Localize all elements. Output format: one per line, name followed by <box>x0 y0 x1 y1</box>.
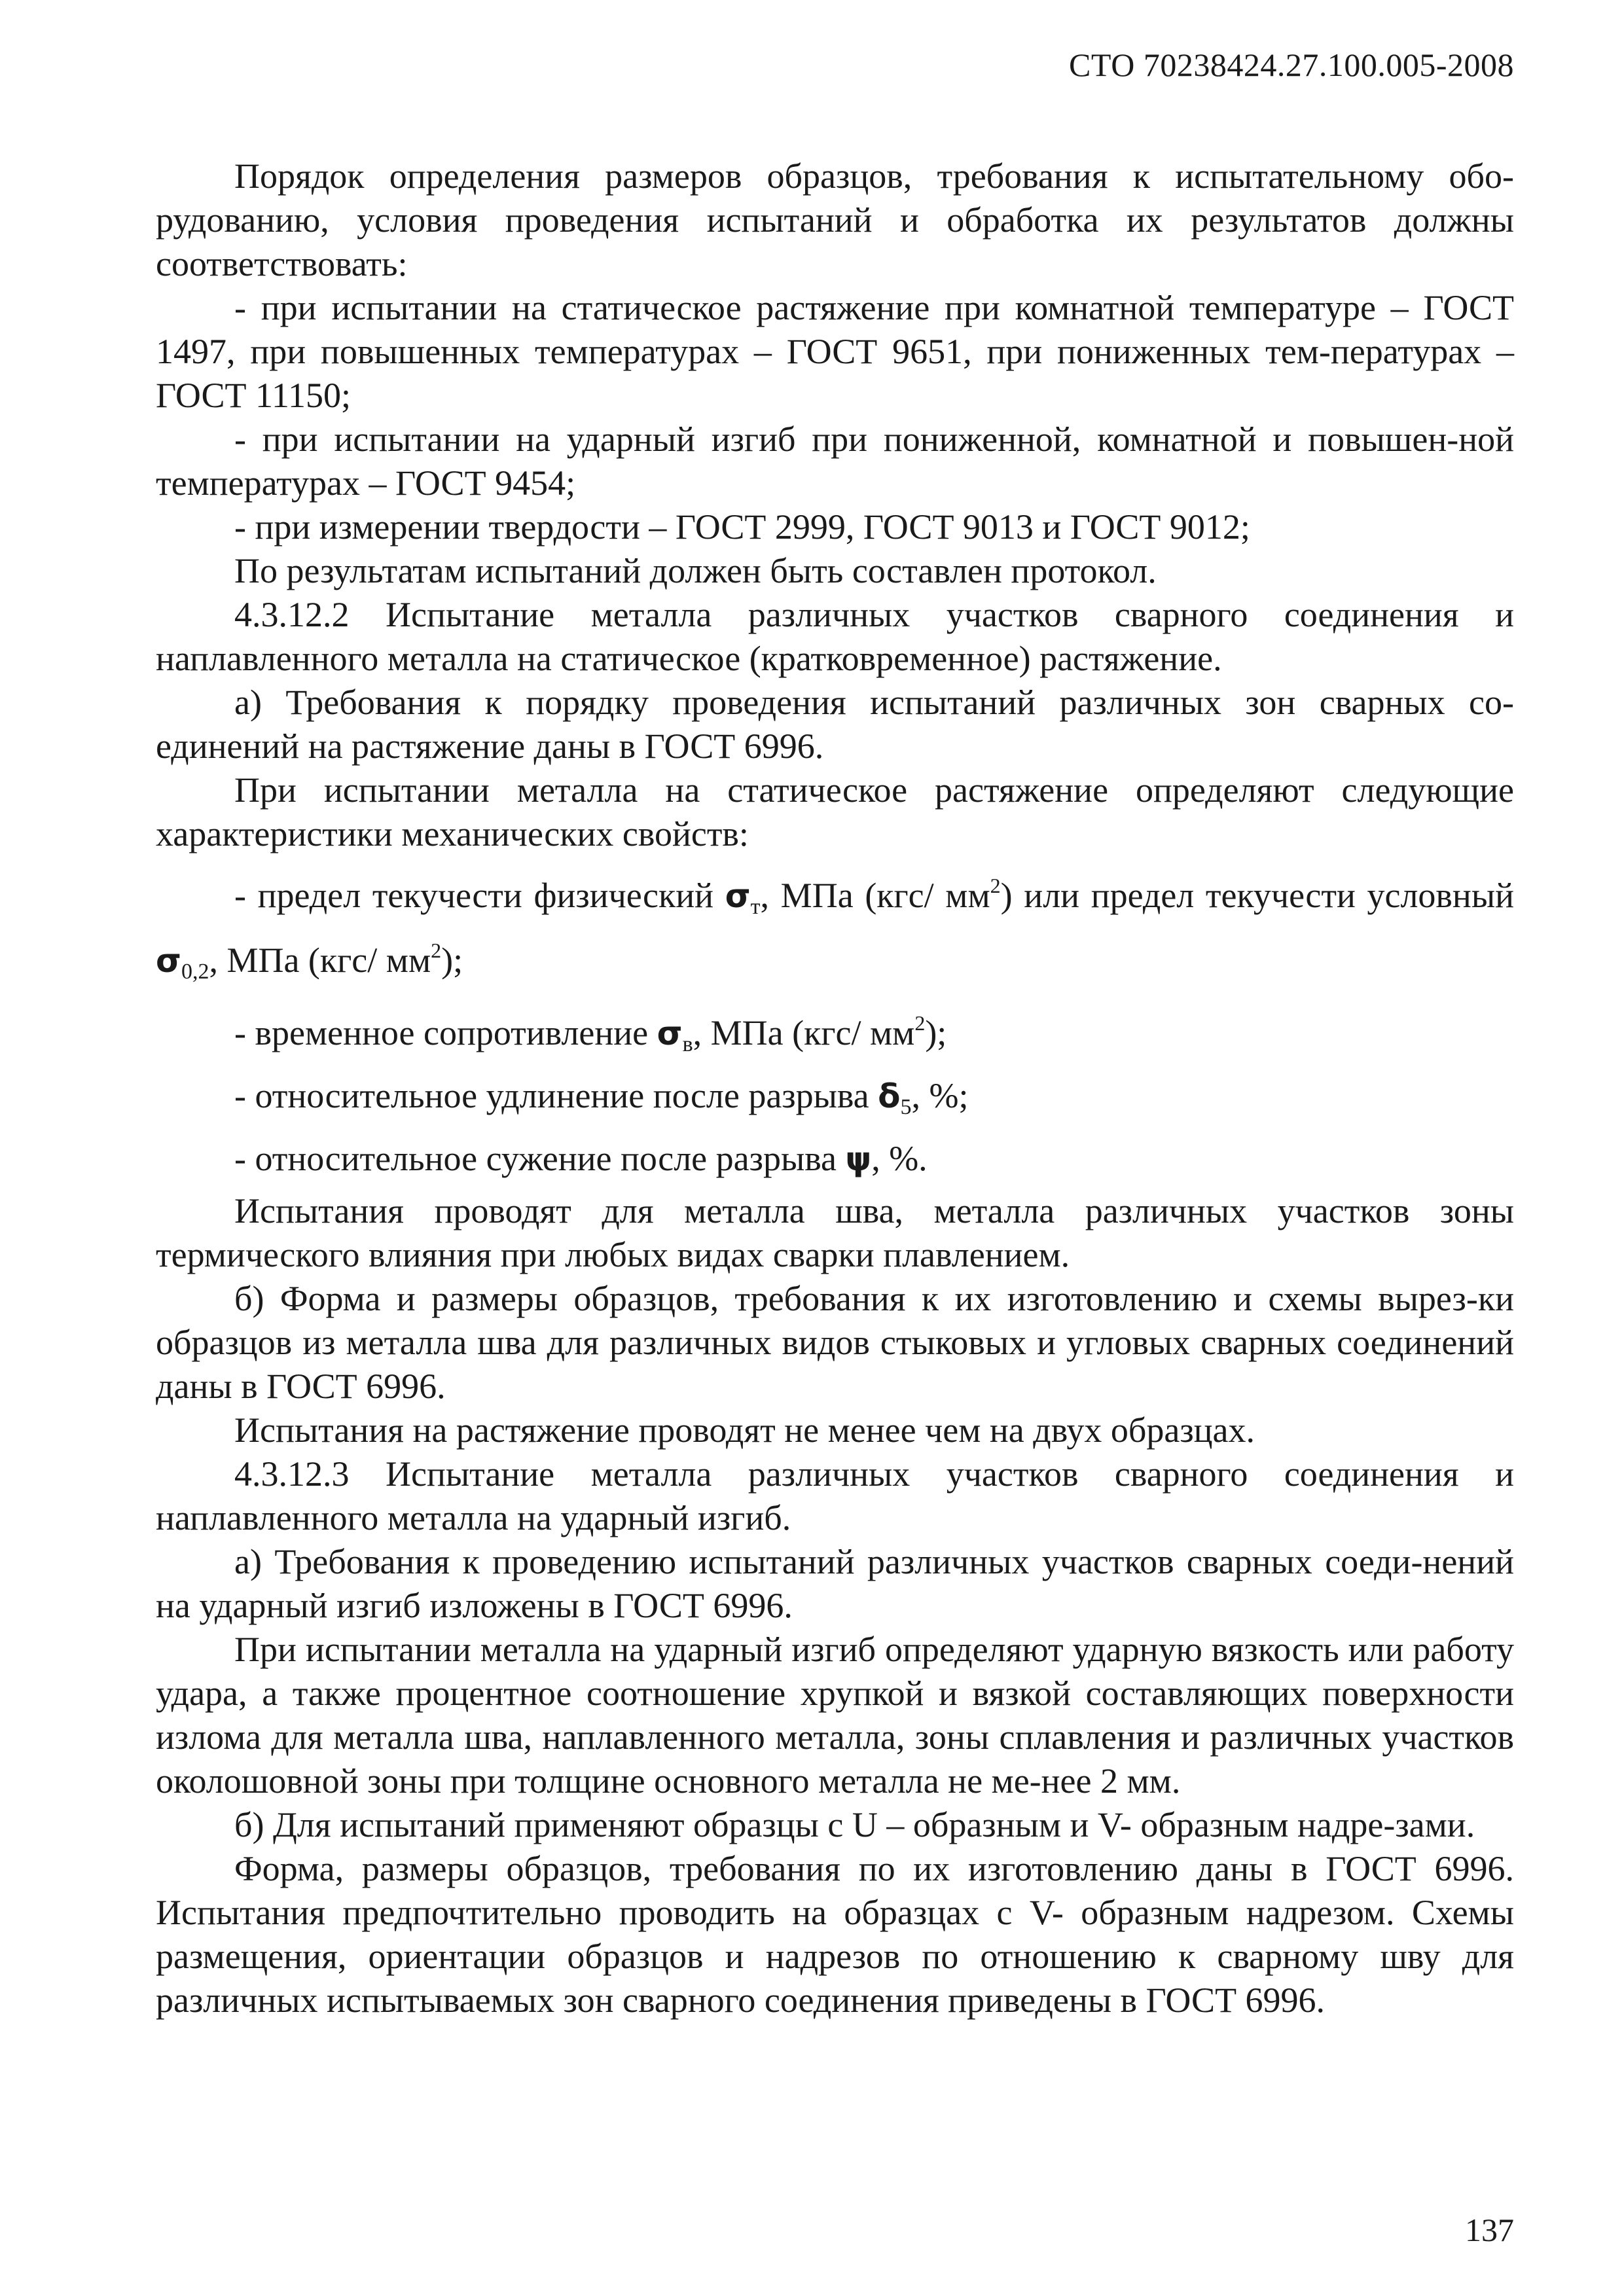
paragraph-specimen-form: б) Форма и размеры образцов, требования к их изготовлению и схемы вырез-ки образцов из металла шва для различных видов стыковых и угловых сварных соединений даны в ГОСТ 6996. <box>156 1279 1514 1406</box>
paragraph-tension-characteristics: При испытании металла на статическое растяжение определяют следующие характеристики механических свойств: <box>156 770 1514 853</box>
paragraph-intro: Порядок определения размеров образцов, требования к испытательному обо-рудованию, условия проведения испытаний и обработка их результатов должны соответствовать: <box>156 156 1514 283</box>
list-item-elongation: - относительное удлинение после разрыва $\delta_5$, %; <box>234 1076 969 1119</box>
list-item-tension-test: - при испытании на статическое растяжение при комнатной температуре – ГОСТ 1497, при повышенных температурах – ГОСТ 9651, при пониженных тем-пературах – ГОСТ 11150; <box>156 288 1514 415</box>
section-heading-4-3-12-3: 4.3.12.3 Испытание металла различных участков сварного соединения и наплавленного металла на ударный изгиб. <box>156 1454 1514 1537</box>
paragraph-protocol: По результатам испытаний должен быть составлен протокол. <box>234 551 1157 590</box>
page-number: 137 <box>1465 2212 1514 2248</box>
list-item-tensile-strength: - временное сопротивление $\sigma_в$, МПа (кгс/ $мм^2$); <box>234 1011 947 1056</box>
delta-symbol: δ <box>878 1077 901 1115</box>
list-item-reduction-of-area: - относительное сужение после разрыва ψ, %. <box>234 1139 928 1178</box>
paragraph-tension-requirements: а) Требования к порядку проведения испытаний различных зон сварных со-единений на растяжение даны в ГОСТ 6996. <box>156 683 1514 766</box>
paragraph-impact-requirements: а) Требования к проведению испытаний различных участков сварных соеди-нений на ударный изгиб изложены в ГОСТ 6996. <box>156 1542 1514 1625</box>
paragraph-impact-characteristics: При испытании металла на ударный изгиб определяют ударную вязкость или работу удара, а также процентное соотношение хрупкой и вязкой составляющих поверхности излома для металла шва, наплавленного металла, зоны сплавления и различных участков околошовной зоны при толщине основного металла не ме-нее 2 мм. <box>156 1630 1514 1801</box>
paragraph-test-scope: Испытания проводят для металла шва, металла различных участков зоны термического влияния при любых видах сварки плавлением. <box>156 1191 1514 1274</box>
list-item-yield-strength: - предел текучести физический $\sigma_т$, МПа (кгс/ $мм^2$) или предел текучести условный $\sigma_{0,2}$, МПа (кгс/ $мм^2$); <box>156 874 1515 984</box>
psi-symbol: ψ <box>845 1140 872 1178</box>
document-code-header: СТО 70238424.27.100.005-2008 <box>1069 46 1514 83</box>
section-heading-4-3-12-2: 4.3.12.2 Испытание металла различных участков сварного соединения и наплавленного металла на статическое (кратковременное) растяжение. <box>156 595 1514 678</box>
paragraph-specimen-count: Испытания на растяжение проводят не менее чем на двух образцах. <box>234 1410 1255 1450</box>
paragraph-specimen-placement: Форма, размеры образцов, требования по их изготовлению даны в ГОСТ 6996. Испытания предпочтительно проводить на образцах с V- образным надрезом. Схемы размещения, ориентации образцов и надрезов по отношению к сварному шву для различных испытываемых зон сварного соединения приведены в ГОСТ 6996. <box>156 1849 1514 2020</box>
list-item-hardness-test: - при измерении твердости – ГОСТ 2999, ГОСТ 9013 и ГОСТ 9012; <box>234 507 1250 547</box>
sigma-symbol: σ <box>725 877 751 915</box>
paragraph-notch-types: б) Для испытаний применяют образцы с U – образным и V- образным надре-зами. <box>234 1805 1475 1844</box>
sigma-symbol: σ <box>657 1014 683 1052</box>
list-item-impact-test: - при испытании на ударный изгиб при пониженной, комнатной и повышен-ной температурах – ГОСТ 9454; <box>156 420 1514 503</box>
document-body <box>156 154 1514 2022</box>
sigma-symbol: σ <box>156 942 181 980</box>
